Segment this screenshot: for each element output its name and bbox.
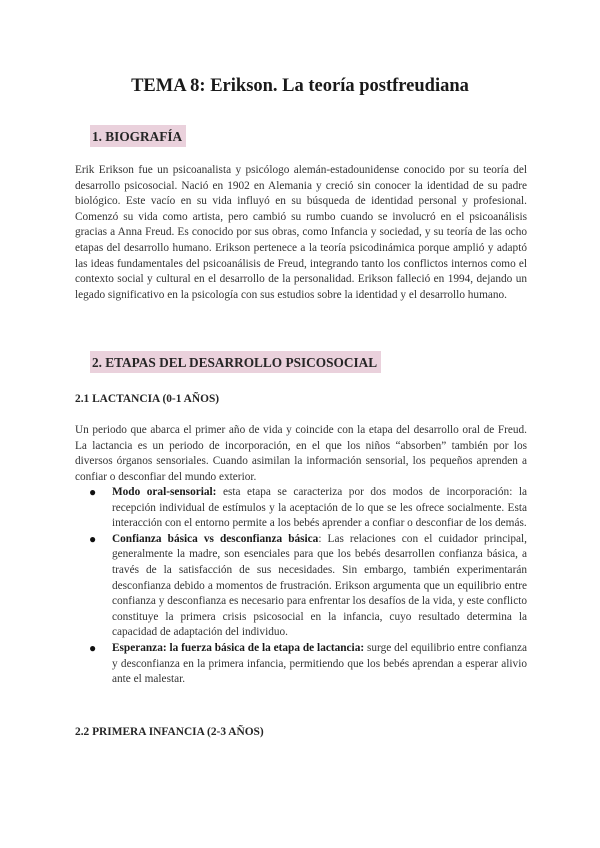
bullet-icon: ● (89, 531, 97, 546)
bullet-icon: ● (89, 485, 97, 499)
bullet-term: Modo oral-sensorial: (112, 486, 217, 498)
subsection-heading-lactancia: 2.1 LACTANCIA (0-1 AÑOS) (75, 393, 220, 405)
subsection-heading-primera-infancia: 2.2 PRIMERA INFANCIA (2-3 AÑOS) (75, 726, 264, 738)
list-item (0, 532, 527, 641)
document-title: TEMA 8: Erikson. La teoría postfreudiana (131, 76, 469, 96)
bullet-text: : Las relaciones con el cuidador principal, generalmente la madre, son esenciales para que los bebés desarrollen confianza básica, a través de la satisfacción de sus necesidades. Sin embargo, también experimentarán desconfianza debido a momentos de frustración. Erikson argumenta que un equilibrio entre confianza y desconfianza es necesario para enfrentar los desafíos de la vida, y este conflicto constituye la primera crisis psicosocial en la infancia, cuyo resultado determina la capacidad de adaptación del individuo. (112, 532, 527, 639)
section-heading-etapas: 2. ETAPAS DEL DESARROLLO PSICOSOCIAL (90, 351, 381, 373)
list-item (0, 485, 527, 532)
bullet-term: Confianza básica vs desconfianza básica (112, 532, 319, 545)
bullet-text: esta etapa se caracteriza por dos modos de incorporación: la recepción individual de estímulos y la aceptación de lo que se les ofrece socialmente. Esta interacción con el entorno permite a los bebés aprender a confiar o desconfiar de los demás. (112, 486, 528, 530)
section-heading-biografia: 1. BIOGRAFÍA (90, 125, 186, 147)
bullet-term: Esperanza: la fuerza básica de la etapa de lactancia: (112, 641, 365, 654)
bullet-icon: ● (89, 640, 97, 655)
list-item (0, 641, 527, 688)
lactancia-bullet-list (0, 485, 600, 688)
biography-paragraph: Erik Erikson fue un psicoanalista y psicólogo alemán-estadounidense conocido por su teoría del desarrollo psicosocial. Nació en 1902 en Alemania y creció sin conocer la identidad de su padre biológico. Este vacío en su vida influyó en su búsqueda de identidad personal y profesional. Comenzó su vida como artista, pero cambió su rumbo cuando se involucró en el psicoanálisis gracias a Anna Freud. Es conocido por sus obras, como Infancia y sociedad, y su teoría de las ocho etapas del desarrollo humano. Erikson pertenece a la teoría psicodinámica porque amplió y adaptó las ideas fundamentales del psicoanálisis de Freud, integrando tanto los conflictos internos como el contexto social y cultural en el desarrollo de la personalidad. Erikson falleció en 1994, dejando un legado significativo en la psicología con sus estudios sobre la identidad y el desarrollo humano. (75, 164, 527, 301)
bullet-text: surge del equilibrio entre confianza y desconfianza en la primera infancia, permitiendo que los bebés aprendan a esperar alivio ante el malestar. (112, 641, 527, 686)
lactancia-intro-paragraph: Un periodo que abarca el primer año de vida y coincide con la etapa del desarrollo oral de Freud. La lactancia es un periodo de incorporación, en el que los niños “absorben” también por los diversos órganos sensoriales. Cuando asimilan la información sensorial, los pequeños aprenden a confiar o desconfiar del mundo exterior. (75, 424, 527, 483)
